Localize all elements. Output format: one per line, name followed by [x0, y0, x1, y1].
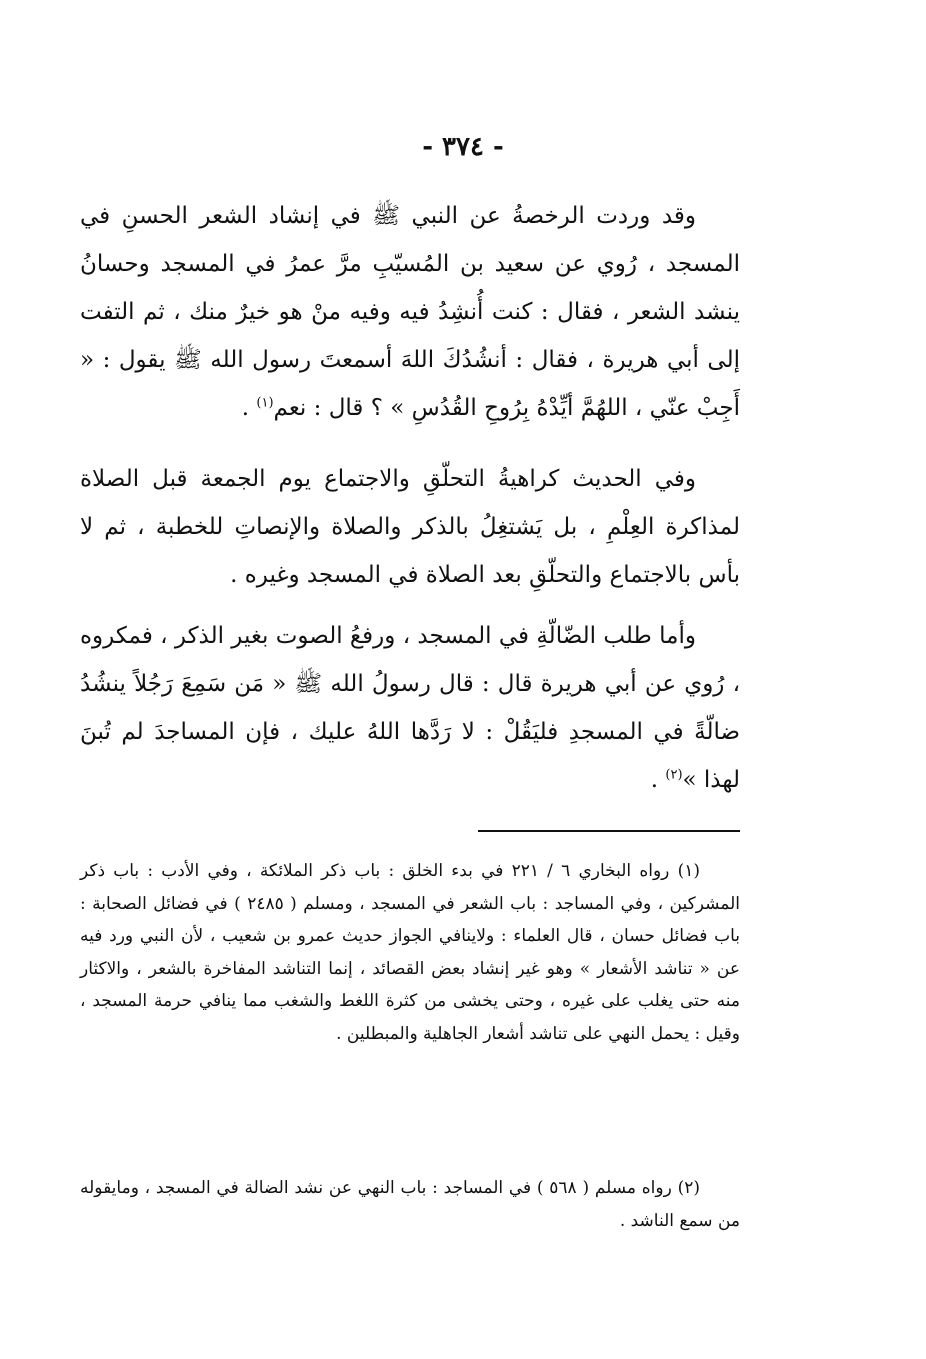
paragraph-text: وأما طلب الضّالّةِ في المسجد ، ورفعُ الصوت بغير الذكر ، فمكروه ، رُوي عن أبي هريرة قال : قال رسولُ الله ﷺ « مَن سَمِعَ رَجُلاً ينشُدُ ضالّةً في المسجدِ فليَقُلْ : لا رَدَّها اللهُ عليك ، فإن المساجدَ لم تُبنَ لهذا » — [80, 623, 740, 793]
footnote-text: (٢) رواه مسلم ( ٥٦٨ ) في المساجد : باب النهي عن نشد الضالة في المسجد ، ومايقوله من سمع الناشد . — [80, 1178, 740, 1231]
paragraph-gathering-friday — [80, 455, 740, 599]
paragraph-end: . — [650, 767, 666, 793]
footnote-divider — [478, 830, 740, 832]
paragraph-poetry-in-mosque — [80, 192, 740, 432]
footnote-marker-2: (٢) — [665, 767, 683, 783]
paragraph-text: وقد وردت الرخصةُ عن النبي ﷺ في إنشاد الشعر الحسنِ في المسجد ، رُوي عن سعيد بن المُسيّبِ مرَّ عمرُ في المسجد وحسانُ ينشد الشعر ، فقال : كنت أُنشِدُ فيه وفيه منْ هو خيرٌ منك ، ثم التفت إلى أبي هريرة ، فقال : أنشُدُكَ اللهَ أسمعتَ رسول الله ﷺ يقول : « أَجِبْ عنّي ، اللهُمَّ أيِّدْهُ بِرُوحِ القُدُسِ » ؟ قال : نعم — [80, 203, 740, 421]
paragraph-text: وفي الحديث كراهيةُ التحلّقِ والاجتماع يوم الجمعة قبل الصلاة لمذاكرة العِلْمِ ، بل يَشتغِلُ بالذكر والصلاة والإنصاتِ للخطبة ، ثم لا بأس بالاجتماع والتحلّقِ بعد الصلاة في المسجد وغيره . — [80, 466, 740, 588]
footnote-2 — [80, 1172, 740, 1237]
paragraph-end: . — [241, 395, 257, 421]
paragraph-lost-item — [80, 612, 740, 804]
footnote-1 — [80, 855, 740, 1050]
page-number: - ٣٧٤ - — [422, 132, 504, 162]
footnote-marker-1: (١) — [256, 395, 274, 411]
footnote-text: (١) رواه البخاري ٦ / ٢٢١ في بدء الخلق : باب ذكر الملائكة ، وفي الأدب : باب ذكر المشركين ، وفي المساجد : باب الشعر في المسجد ، ومسلم ( ٢٤٨٥ ) في فضائل الصحابة : باب فضائل حسان ، قال العلماء : ولاينافي الجواز حديث عمرو بن شعيب ، لأن النبي ورد فيه عن « تناشد الأشعار » وهو غير إنشاد بعض القصائد ، إنما التناشد المفاخرة بالشعر ، والاكثار منه حتى يغلب على غيره ، وحتى يخشى من كثرة اللغط والشغب مما ينافي حرمة المسجد ، وقيل : يحمل النهي على تناشد أشعار الجاهلية والمبطلين . — [80, 861, 740, 1044]
